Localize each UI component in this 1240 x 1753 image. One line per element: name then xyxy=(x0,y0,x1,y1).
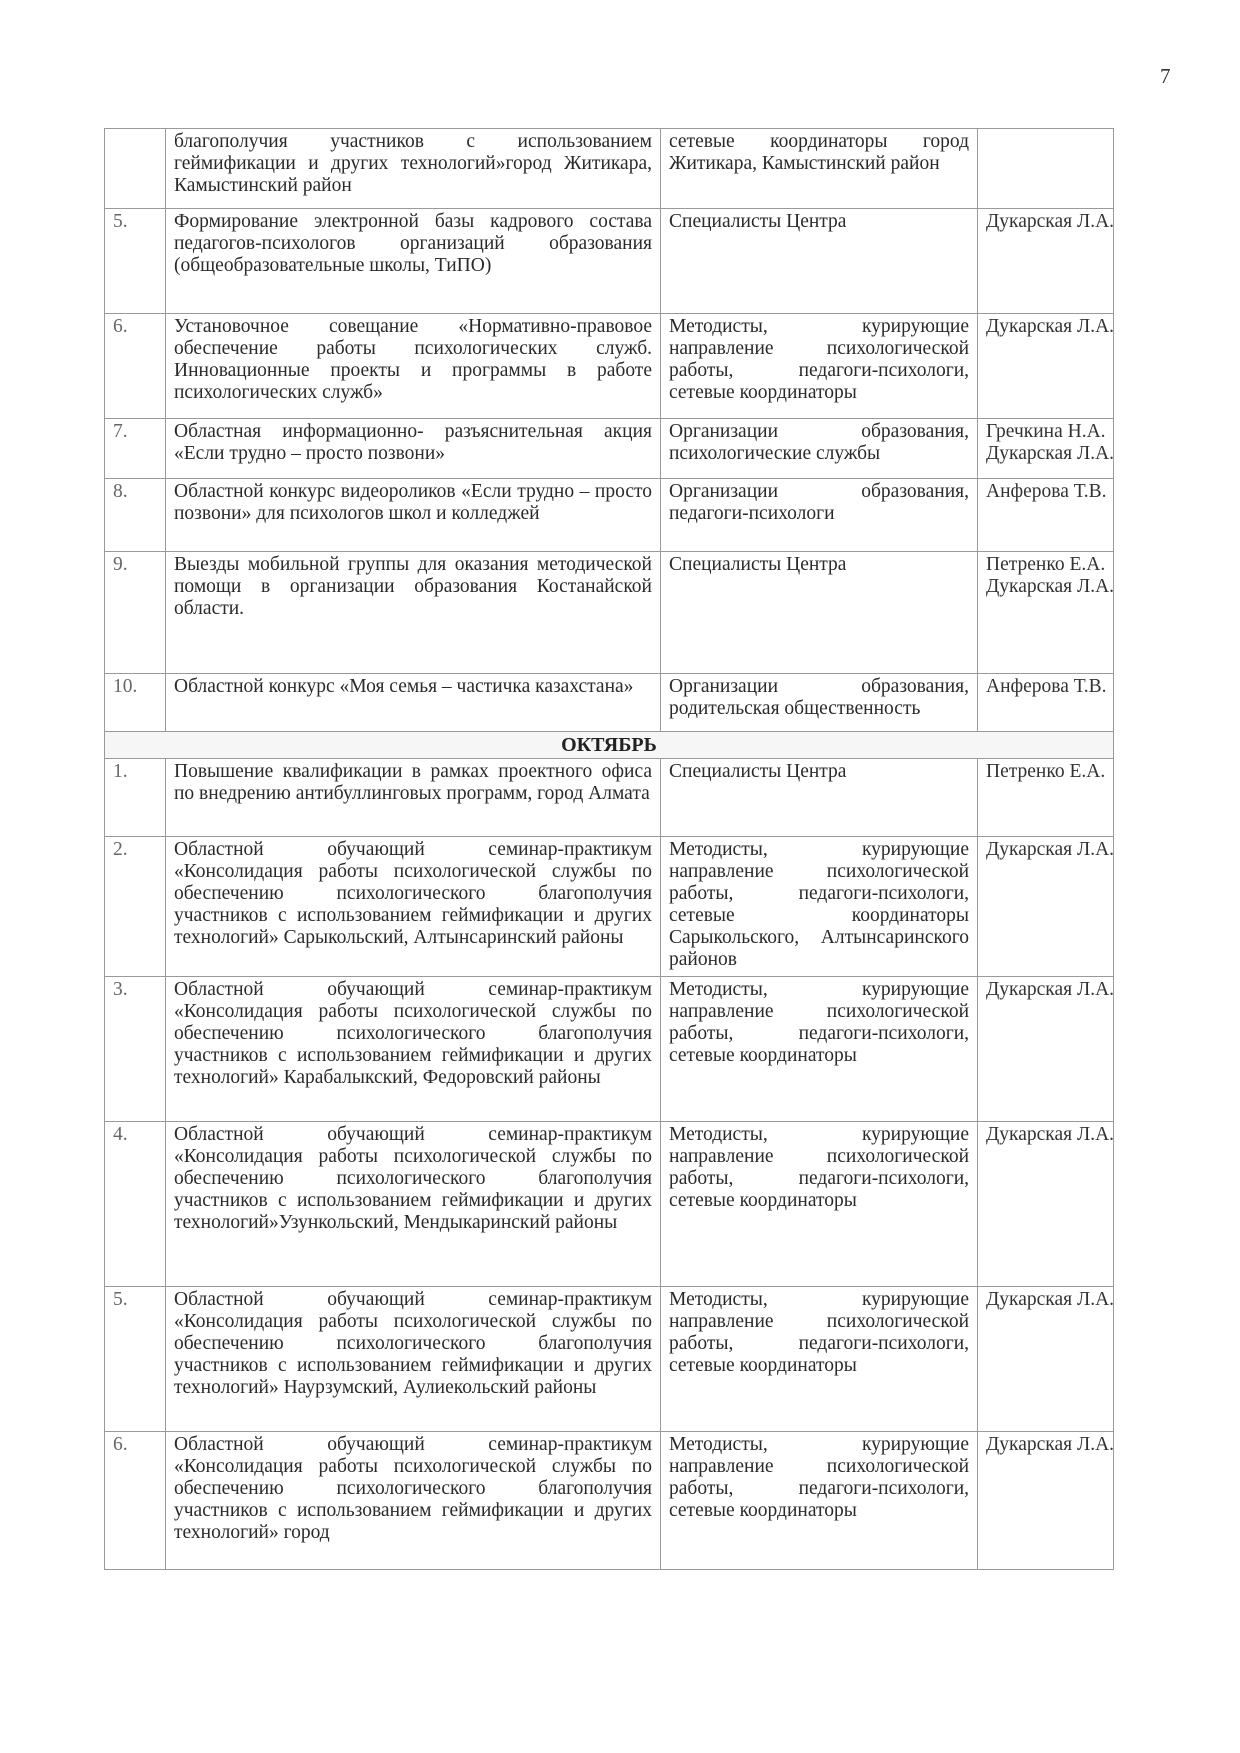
responsible-person: Петренко Е.А. xyxy=(986,554,1106,575)
table-row xyxy=(105,552,1114,674)
responsible-persons xyxy=(978,977,1114,1122)
responsible-person: Дукарская Л.А. xyxy=(986,839,1115,860)
responsible-person: Анферова Т.В. xyxy=(986,676,1107,697)
month-header: ОКТЯБРЬ xyxy=(105,732,1114,759)
table-row xyxy=(105,129,1114,209)
row-number: 5. xyxy=(105,209,166,314)
responsible-persons xyxy=(978,1432,1114,1570)
responsible-persons xyxy=(978,552,1114,674)
row-number: 3. xyxy=(105,977,166,1122)
table-row xyxy=(105,674,1114,732)
event-participants: Организации образования, педагоги-психологи xyxy=(661,479,978,552)
responsible-person: Дукарская Л.А. xyxy=(986,1434,1115,1455)
table-row xyxy=(105,419,1114,479)
row-number: 4. xyxy=(105,1122,166,1287)
responsible-persons xyxy=(978,419,1114,479)
september-rows xyxy=(105,129,1114,732)
event-participants: Методисты, курирующие направление психологической работы, педагоги-психологи, сетевые координаторы xyxy=(661,1122,978,1287)
event-description: Областной обучающий семинар-практикум «Консолидация работы психологической службы по обеспечению психологического благополучия участников с использованием геймификации и других технологий» Карабалыкский, Федоровский районы xyxy=(166,977,661,1122)
month-section xyxy=(105,732,1114,759)
responsible-persons xyxy=(978,129,1114,209)
event-description: Областная информационно- разъяснительная акция «Если трудно – просто позвони» xyxy=(166,419,661,479)
row-number: 6. xyxy=(105,314,166,419)
table-row xyxy=(105,314,1114,419)
table-row xyxy=(105,1122,1114,1287)
event-participants: Методисты, курирующие направление психологической работы, педагоги-психологи, сетевые координаторы xyxy=(661,1432,978,1570)
row-number: 9. xyxy=(105,552,166,674)
event-participants: Специалисты Центра xyxy=(661,759,978,837)
responsible-persons xyxy=(978,314,1114,419)
event-participants: Специалисты Центра xyxy=(661,209,978,314)
october-rows xyxy=(105,759,1114,1570)
responsible-person: Петренко Е.А. xyxy=(986,761,1106,782)
row-number xyxy=(105,129,166,209)
event-description: Областной обучающий семинар-практикум «Консолидация работы психологической службы по обеспечению психологического благополучия участников с использованием геймификации и других технологий» Сарыкольский, Алтынсаринский районы xyxy=(166,837,661,977)
event-participants: сетевые координаторы город Житикара, Камыстинский район xyxy=(661,129,978,209)
row-number: 8. xyxy=(105,479,166,552)
month-header-row xyxy=(105,732,1114,759)
row-number: 1. xyxy=(105,759,166,837)
row-number: 2. xyxy=(105,837,166,977)
responsible-persons xyxy=(978,759,1114,837)
table-row xyxy=(105,1287,1114,1432)
row-number: 5. xyxy=(105,1287,166,1432)
responsible-persons xyxy=(978,1122,1114,1287)
event-participants: Организации образования, родительская общественность xyxy=(661,674,978,732)
responsible-person: Дукарская Л.А. xyxy=(986,316,1115,337)
table-row xyxy=(105,837,1114,977)
event-participants: Методисты, курирующие направление психологической работы, педагоги-психологи, сетевые координаторы xyxy=(661,314,978,419)
event-description: благополучия участников с использованием геймификации и других технологий»город Житикара, Камыстинский район xyxy=(166,129,661,209)
event-description: Областной конкурс «Моя семья – частичка казахстана» xyxy=(166,674,661,732)
table-row xyxy=(105,209,1114,314)
event-description: Областной обучающий семинар-практикум «Консолидация работы психологической службы по обеспечению психологического благополучия участников с использованием геймификации и других технологий» Наурзумский, Аулиекольский районы xyxy=(166,1287,661,1432)
event-description: Областной конкурс видеороликов «Если трудно – просто позвони» для психологов школ и колледжей xyxy=(166,479,661,552)
event-participants: Методисты, курирующие направление психологической работы, педагоги-психологи, сетевые координаторы Сарыкольского, Алтынсаринского районов xyxy=(661,837,978,977)
responsible-person: Дукарская Л.А. xyxy=(986,443,1115,464)
table-row xyxy=(105,759,1114,837)
event-description: Областной обучающий семинар-практикум «Консолидация работы психологической службы по обеспечению психологического благополучия участников с использованием геймификации и других технологий»Узункольский, Мендыкаринский районы xyxy=(166,1122,661,1287)
responsible-persons xyxy=(978,209,1114,314)
event-participants: Специалисты Центра xyxy=(661,552,978,674)
responsible-person: Анферова Т.В. xyxy=(986,481,1107,502)
responsible-person: Дукарская Л.А. xyxy=(986,576,1115,597)
table-row xyxy=(105,977,1114,1122)
responsible-persons xyxy=(978,479,1114,552)
responsible-person: Дукарская Л.А. xyxy=(986,211,1115,232)
event-description: Выезды мобильной группы для оказания методической помощи в организации образования Костанайской области. xyxy=(166,552,661,674)
table-row xyxy=(105,479,1114,552)
responsible-person: Дукарская Л.А. xyxy=(986,1124,1115,1145)
event-description: Формирование электронной базы кадрового состава педагогов-психологов организаций образования (общеобразовательные школы, ТиПО) xyxy=(166,209,661,314)
table-row xyxy=(105,1432,1114,1570)
responsible-persons xyxy=(978,1287,1114,1432)
responsible-person: Дукарская Л.А. xyxy=(986,1289,1115,1310)
responsible-persons xyxy=(978,837,1114,977)
row-number: 7. xyxy=(105,419,166,479)
event-participants: Методисты, курирующие направление психологической работы, педагоги-психологи, сетевые координаторы xyxy=(661,977,978,1122)
page-number: 7 xyxy=(1160,64,1171,88)
responsible-person: Гречкина Н.А. xyxy=(986,421,1106,442)
event-description: Повышение квалификации в рамках проектного офиса по внедрению антибуллинговых программ, город Алмата xyxy=(166,759,661,837)
responsible-person: Дукарская Л.А. xyxy=(986,979,1115,1000)
responsible-persons xyxy=(978,674,1114,732)
event-description: Областной обучающий семинар-практикум «Консолидация работы психологической службы по обеспечению психологического благополучия участников с использованием геймификации и других технологий» город xyxy=(166,1432,661,1570)
event-description: Установочное совещание «Нормативно-правовое обеспечение работы психологических служб. Инновационные проекты и программы в работе психологических служб» xyxy=(166,314,661,419)
row-number: 10. xyxy=(105,674,166,732)
events-plan-table xyxy=(104,128,1114,1570)
event-participants: Организации образования, психологические службы xyxy=(661,419,978,479)
row-number: 6. xyxy=(105,1432,166,1570)
event-participants: Методисты, курирующие направление психологической работы, педагоги-психологи, сетевые координаторы xyxy=(661,1287,978,1432)
